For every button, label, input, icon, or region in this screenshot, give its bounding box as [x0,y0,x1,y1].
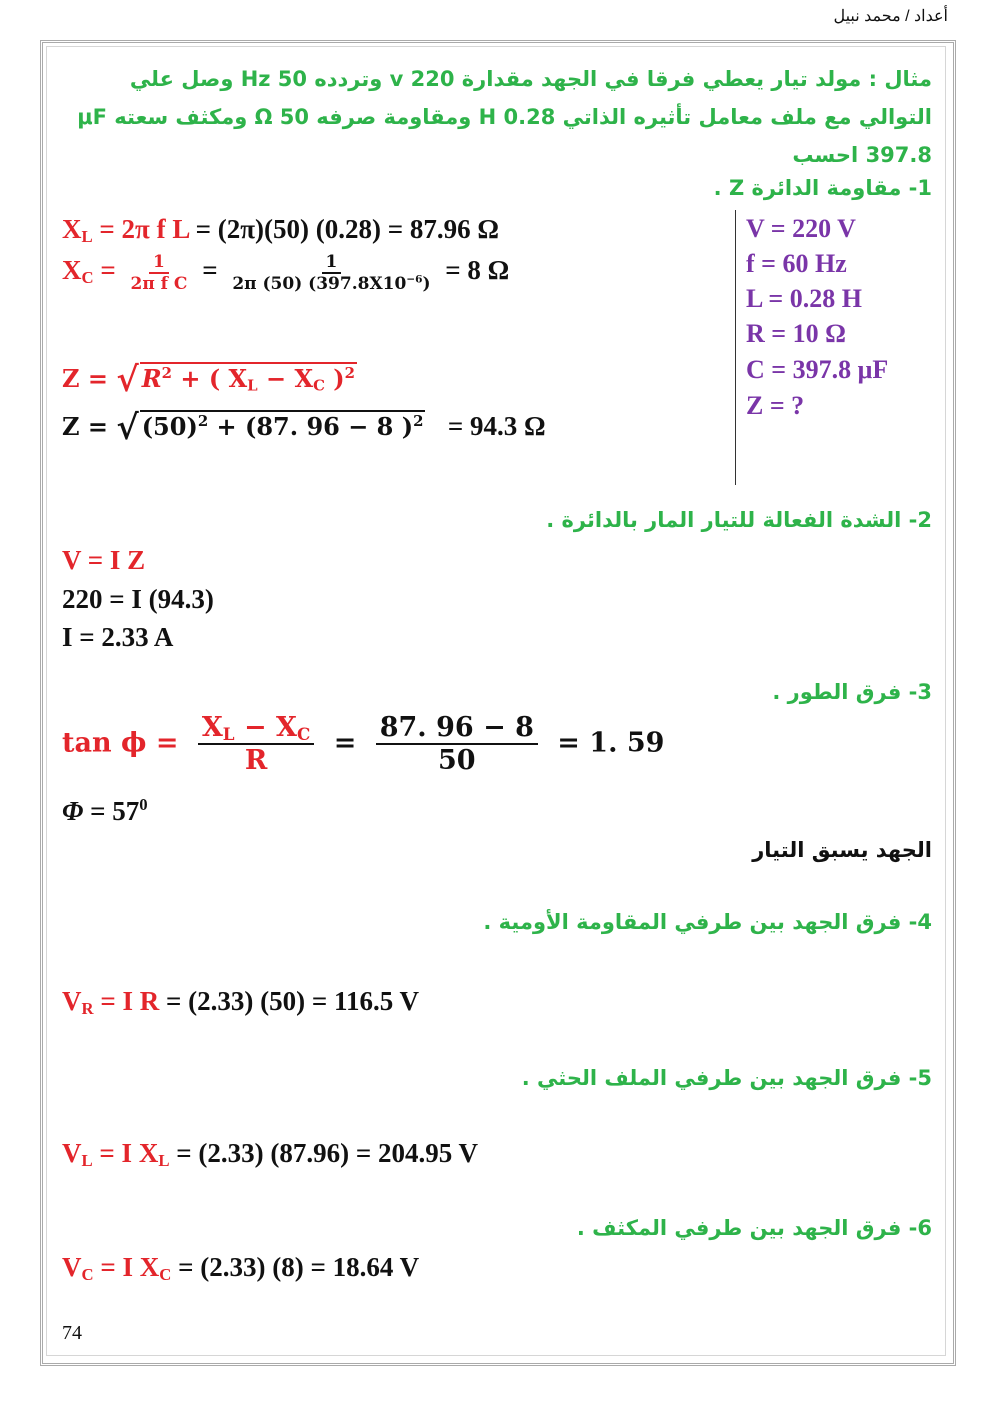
given-l: L = 0.28 H [746,284,862,313]
z-calc: Z = √ $(50)^2 + (87$. 96 − 8 )$^2$ = 94.3 Ω [62,408,546,448]
vc-equation [62,1252,419,1283]
vc-mid-sub: C [159,1265,172,1285]
xc-den: 2π f C [130,274,188,294]
z-calc-lhs: Z = [62,412,117,441]
tan-num-b: − X [234,712,297,743]
given-v: V = 220 V [746,214,856,243]
phi-symbol: Φ [62,796,84,826]
phi-line [62,796,148,827]
q1-heading: 1- مقاومة الدائرة Z . [713,176,932,200]
given-divider [735,210,736,485]
author-line: أعداد / محمد نبيل [833,8,948,25]
q2-line1: V = I Z [62,545,146,575]
vl-calc: = (2.33) (87.96) = 204.95 V [169,1138,478,1168]
given-c: C = 397.8 μF [746,355,889,384]
phi-value: = 57 [83,796,140,826]
tan-num-b-sub: C [296,724,311,745]
tan-lhs: tan ϕ = [62,727,179,759]
tan-num-a-sub: L [222,724,235,745]
xc-exp: −6 [406,273,423,286]
vl-mid: = I X [92,1138,159,1168]
xc-num: 1 [149,252,169,274]
tan-den: R [244,745,268,776]
vl-mid-sub: L [158,1151,170,1171]
z-calc-result: = 94.3 Ω [447,411,546,441]
q2-heading: 2- الشدة الفعالة للتيار المار بالدائرة . [546,508,932,532]
page-number: 74 [62,1322,82,1344]
xl-sub: L [81,227,93,247]
phase-note: الجهد يسبق التيار [752,838,932,862]
tan-result: = 1. 59 [557,727,665,759]
z-sub-c: C [313,376,325,395]
vr-sub: R [81,999,94,1019]
vc-calc: = (2.33) (8) = 18.64 V [171,1252,420,1282]
given-f: f = 60 Hz [746,249,847,278]
tan-num2: 87. 96 − 8 [376,712,538,745]
xl-equation [62,214,499,245]
xc-equation: $X_C$ = $\frac{1}{\text{2π f C}}$ = $\frac{1}{2\pi (50) (397.8X10^{-6})}$ = 8 Ω [62,252,510,294]
xc-result: = 8 Ω [445,255,510,286]
z-sub-l: L [247,376,258,395]
z-formula: Z = √ $R^2$ + ( $X_L - X_C$ )$^2$ [62,360,356,400]
z-close: ) [324,364,345,393]
vr-lhs: V [62,986,82,1016]
tan-fraction-values [376,712,538,776]
z-formula-r: R [141,364,162,393]
vr-mid: = I R [93,986,160,1016]
vl-sub: L [81,1151,93,1171]
phi-sup: 0 [139,794,148,814]
z-calc-body: (50) [141,412,198,441]
xc-num2: 1 [322,252,342,274]
problem-statement: مثال : مولد تيار يعطي فرقا في الجهد مقدارة v 220 وتردده Hz 50 وصل علي التوالي مع ملف معامل تأثيره الذاتي H 0.28 ومقاومة صرفه Ω 50 ومكثف سعته μF 397.8 احسب [77,67,932,167]
q3-heading: 3- فرق الطور . [772,680,932,704]
tan-num-a: X [201,712,223,743]
xc-sub: C [81,268,94,288]
xc-den2: 2π (50) (397.8X10 [232,274,407,294]
xl-formula: = 2π f L [92,214,189,244]
xc-lhs: X [62,255,82,286]
q2-line3: I = 2.33 A [62,622,174,652]
xc-fraction-values: $\frac{1}{2\pi (50) (397.8X10^{-6})}$ [232,252,431,294]
tan-equation: tan ϕ = $\frac{X_L - X_C}{R}$ = $\frac{87. 96 - 8}{50}$ = 1. 59 [62,712,665,776]
z-calc-mid: + (87. 96 − 8 ) [208,412,414,441]
z-minus: − X [257,364,314,393]
vr-calc: = (2.33) (50) = 116.5 V [159,986,420,1016]
z-formula-rest: + ( X [172,364,248,393]
vl-equation [62,1138,478,1169]
tan-fraction-formula [198,712,314,776]
xl-calc: = (2π)(50) (0.28) = 87.96 Ω [188,214,499,244]
vl-lhs: V [62,1138,82,1168]
z-formula-lhs: Z = [62,364,117,393]
vr-equation [62,986,419,1017]
tan-den2: 50 [438,745,476,776]
vc-lhs: V [62,1252,82,1282]
q5-heading: 5- فرق الجهد بين طرفي الملف الحثي . [521,1066,932,1090]
q2-line2: 220 = I (94.3) [62,584,214,614]
q4-heading: 4- فرق الجهد بين طرفي المقاومة الأومية . [483,910,932,934]
xc-fraction-formula [126,252,191,294]
given-z: Z = ? [746,391,805,420]
vc-sub: C [81,1265,94,1285]
xl-lhs: X [62,214,82,244]
q6-heading: 6- فرق الجهد بين طرفي المكثف . [576,1216,932,1240]
given-r: R = 10 Ω [746,319,846,348]
vc-mid: = I X [93,1252,160,1282]
